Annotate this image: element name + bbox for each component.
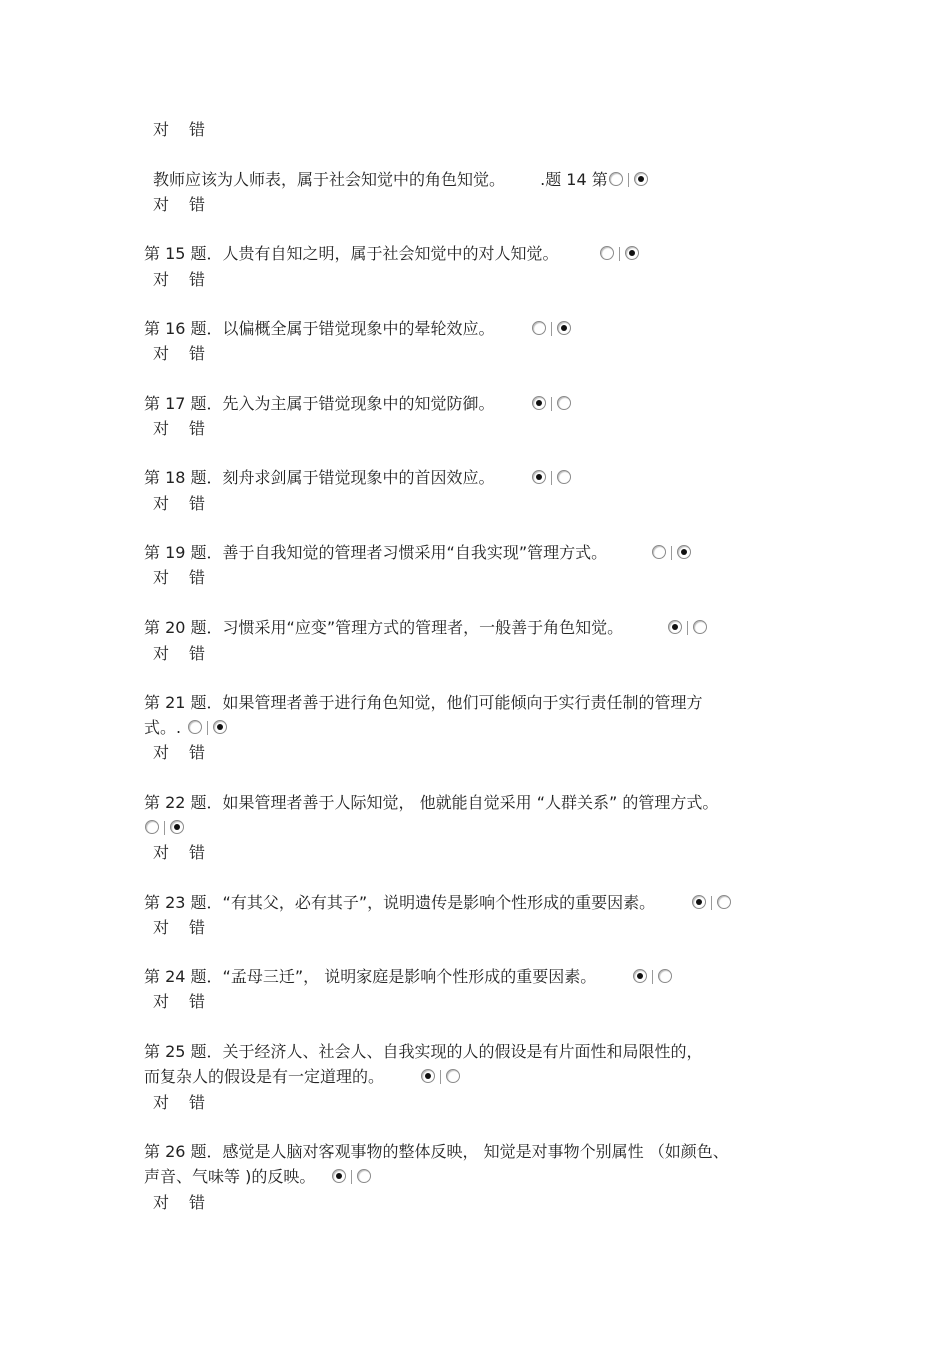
question-14 (153, 170, 649, 190)
false-label: 错 (189, 992, 206, 1011)
false-label: 错 (189, 568, 206, 587)
question-25-line2 (144, 1067, 461, 1087)
false-label: 错 (189, 843, 206, 862)
question-text: 声音、气味等 )的反映。 (144, 1167, 316, 1186)
question-text: 第 20 题．习惯采用“应变”管理方式的管理者，一般善于角色知觉。 (144, 618, 624, 637)
question-19 (144, 543, 692, 563)
radio-true[interactable] (668, 620, 682, 634)
question-18 (144, 468, 572, 488)
radio-false[interactable] (634, 172, 648, 186)
false-label: 错 (189, 195, 206, 214)
question-text: 第 18 题．刻舟求剑属于错觉现象中的首因效应。 (144, 468, 495, 487)
question-25-line1: 第 25 题．关于经济人、社会人、自我实现的人的假设是有片面性和局限性的， (144, 1042, 703, 1061)
true-label: 对 (153, 1093, 170, 1112)
question-text: 教师应该为人师表，属于社会知觉中的角色知觉。 (153, 170, 506, 189)
true-label: 对 (153, 743, 170, 762)
true-label: 对 (153, 344, 170, 363)
false-label: 错 (189, 1193, 206, 1212)
answer-row (153, 1093, 225, 1113)
radio-true[interactable] (532, 470, 546, 484)
question-21-line1: 第 21 题．如果管理者善于进行角色知觉，他们可能倾向于实行责任制的管理方 (144, 693, 703, 712)
answer-row (153, 419, 225, 439)
question-text: 第 24 题．“孟母三迁”， 说明家庭是影响个性形成的重要因素。 (144, 967, 597, 986)
answer-row (153, 743, 225, 763)
question-text: 第 15 题．人贵有自知之明，属于社会知觉中的对人知觉。 (144, 244, 559, 263)
false-label: 错 (189, 494, 206, 513)
radio-false[interactable] (693, 620, 707, 634)
question-21-line2 (144, 718, 228, 738)
question-suffix: .题 14 第 (540, 170, 608, 189)
true-label: 对 (153, 195, 170, 214)
question-24 (144, 967, 673, 987)
false-label: 错 (189, 270, 206, 289)
radio-true[interactable] (532, 321, 546, 335)
question-26-line1: 第 26 题．感觉是人脑对客观事物的整体反映， 知觉是对事物个别属性 （如颜色、 (144, 1142, 729, 1161)
radio-true[interactable] (421, 1069, 435, 1083)
question-23 (144, 893, 732, 913)
false-label: 错 (189, 120, 206, 139)
radio-false[interactable] (213, 720, 227, 734)
answer-row (153, 195, 225, 215)
radio-true[interactable] (532, 396, 546, 410)
answer-row (153, 270, 225, 290)
radio-false[interactable] (557, 396, 571, 410)
answer-row (153, 568, 225, 588)
radio-true[interactable] (692, 895, 706, 909)
answer-row (153, 992, 225, 1012)
true-label: 对 (153, 918, 170, 937)
radio-true[interactable] (188, 720, 202, 734)
question-17 (144, 394, 572, 414)
false-label: 错 (189, 419, 206, 438)
question-text: 而复杂人的假设是有一定道理的。 (144, 1067, 385, 1086)
radio-false[interactable] (625, 246, 639, 260)
answer-row (153, 120, 225, 140)
question-text: 式。. (144, 718, 182, 737)
radio-false[interactable] (717, 895, 731, 909)
radio-false[interactable] (446, 1069, 460, 1083)
radio-true[interactable] (145, 820, 159, 834)
radio-true[interactable] (600, 246, 614, 260)
question-text: 第 17 题．先入为主属于错觉现象中的知觉防御。 (144, 394, 495, 413)
answer-row (153, 644, 225, 664)
radio-true[interactable] (652, 545, 666, 559)
radio-false[interactable] (658, 969, 672, 983)
true-label: 对 (153, 270, 170, 289)
false-label: 错 (189, 644, 206, 663)
answer-row (153, 843, 225, 863)
question-22-radios (144, 818, 185, 838)
false-label: 错 (189, 743, 206, 762)
true-label: 对 (153, 120, 170, 139)
radio-false[interactable] (170, 820, 184, 834)
true-label: 对 (153, 843, 170, 862)
radio-false[interactable] (677, 545, 691, 559)
answer-row (153, 1193, 225, 1213)
true-label: 对 (153, 992, 170, 1011)
question-text: 第 19 题．善于自我知觉的管理者习惯采用“自我实现”管理方式。 (144, 543, 608, 562)
true-label: 对 (153, 568, 170, 587)
true-label: 对 (153, 419, 170, 438)
radio-true[interactable] (332, 1169, 346, 1183)
false-label: 错 (189, 918, 206, 937)
answer-row (153, 344, 225, 364)
question-15 (144, 244, 640, 264)
question-16 (144, 319, 572, 339)
question-text: 第 23 题．“有其父，必有其子”，说明遗传是影响个性形成的重要因素。 (144, 893, 656, 912)
question-text: 第 16 题．以偏概全属于错觉现象中的晕轮效应。 (144, 319, 495, 338)
radio-true[interactable] (633, 969, 647, 983)
radio-false[interactable] (357, 1169, 371, 1183)
question-26-line2 (144, 1167, 372, 1187)
radio-false[interactable] (557, 470, 571, 484)
true-label: 对 (153, 644, 170, 663)
radio-true[interactable] (609, 172, 623, 186)
answer-row (153, 918, 225, 938)
question-22: 第 22 题．如果管理者善于人际知觉， 他就能自觉采用 “人群关系” 的管理方式。 (144, 793, 719, 812)
true-label: 对 (153, 1193, 170, 1212)
question-20 (144, 618, 708, 638)
radio-false[interactable] (557, 321, 571, 335)
false-label: 错 (189, 344, 206, 363)
false-label: 错 (189, 1093, 206, 1112)
true-label: 对 (153, 494, 170, 513)
answer-row (153, 494, 225, 514)
